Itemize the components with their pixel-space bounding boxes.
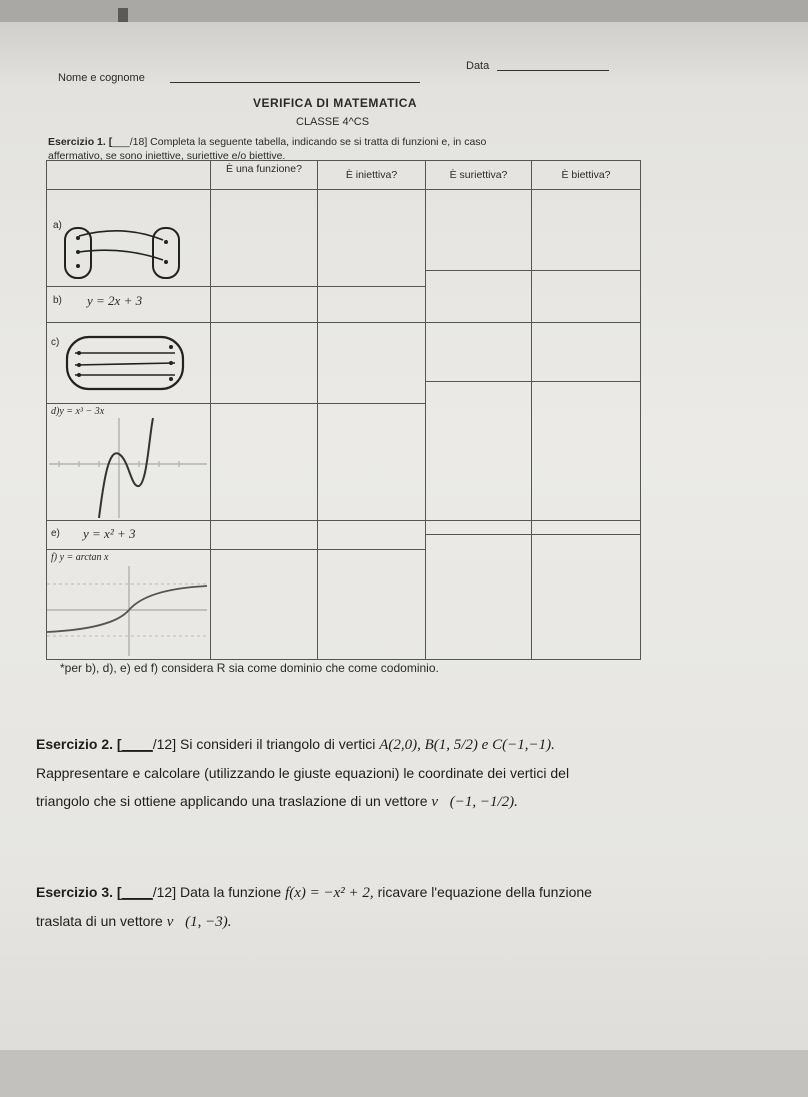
answer-cell[interactable] xyxy=(317,322,426,404)
answer-cell[interactable] xyxy=(317,286,426,323)
answer-cell[interactable] xyxy=(425,270,532,323)
answer-cell[interactable] xyxy=(425,381,532,521)
class-label: CLASSE 4^CS xyxy=(296,116,370,128)
mapping-diagram-a xyxy=(63,224,183,284)
answer-cell[interactable] xyxy=(317,403,426,521)
exercise3-text: traslata di un vettore xyxy=(36,913,163,929)
exercise3-blank: ____ xyxy=(121,884,153,900)
row-label: f) xyxy=(51,552,58,563)
exercise3-line1 xyxy=(36,878,776,907)
column-header: È biettiva? xyxy=(561,169,611,181)
exercise3-text: ricavare l'equazione della funzione xyxy=(377,884,592,900)
name-label: Nome e cognome xyxy=(58,72,145,84)
row-label: e) xyxy=(51,528,60,539)
exercise1-blank: ___ xyxy=(112,136,130,148)
exercise3-line2 xyxy=(36,907,776,936)
answer-cell[interactable] xyxy=(531,534,641,660)
answer-cell[interactable] xyxy=(531,322,641,382)
exercise1-line2: affermativo, se sono iniettive, suriettive e/o biettive. xyxy=(48,150,286,162)
answer-cell[interactable] xyxy=(210,403,318,521)
exercise3-function: f(x) = −x² + 2, xyxy=(285,885,374,901)
exercise2-heading: Esercizio 2. [ xyxy=(36,736,122,752)
function-expression: y = x³ − 3x xyxy=(59,406,105,417)
exercise3-vector: v⃗(1, −3). xyxy=(166,914,232,930)
header-is-function xyxy=(210,160,318,190)
function-expression: y = arctan x xyxy=(59,552,109,563)
column-header: È una funzione? xyxy=(226,163,302,175)
answer-cell[interactable] xyxy=(317,549,426,660)
exercise2-vertices: A(2,0), B(1, 5/2) e C(−1,−1). xyxy=(379,737,555,753)
exercise1-lead: Esercizio 1. [ xyxy=(48,136,113,148)
exercise3 xyxy=(36,878,776,936)
row-label: c) xyxy=(51,337,60,348)
answer-cell[interactable] xyxy=(531,189,641,271)
page-title: VERIFICA DI MATEMATICA xyxy=(253,96,418,110)
function-expression: y = 2x + 3 xyxy=(87,293,143,308)
arctan-graph xyxy=(47,566,211,656)
function-table xyxy=(46,160,700,660)
date-line xyxy=(497,70,609,71)
table-footnote: *per b), d), e) ed f) considera R sia come dominio che come codominio. xyxy=(60,661,439,675)
scan-mark xyxy=(118,8,128,22)
exercise2-line1 xyxy=(36,730,776,759)
exercise2-text: Si consideri il triangolo di vertici xyxy=(180,736,376,752)
exercise2-line3 xyxy=(36,787,776,816)
row-d-label-cell xyxy=(46,403,211,521)
row-label: d) xyxy=(51,406,60,417)
answer-cell[interactable] xyxy=(210,286,318,323)
answer-cell[interactable] xyxy=(531,381,641,521)
row-b-label-cell xyxy=(46,286,211,323)
date-label: Data xyxy=(466,60,490,72)
answer-cell[interactable] xyxy=(317,189,426,287)
row-f-label-cell xyxy=(46,549,211,660)
answer-cell[interactable] xyxy=(531,520,641,535)
answer-cell[interactable] xyxy=(425,520,532,535)
exercise3-text: Data la funzione xyxy=(180,884,282,900)
cubic-graph xyxy=(49,418,209,518)
row-e-label-cell xyxy=(46,520,211,550)
row-a-label-cell xyxy=(46,189,211,287)
header-injective xyxy=(317,160,426,190)
row-label: a) xyxy=(53,220,62,231)
exercise2-vector: v⃗(−1, −1/2). xyxy=(431,794,518,810)
exercise1-score: /18] Completa la seguente tabella, indicando se si tratta di funzioni e, in caso xyxy=(129,136,487,148)
answer-cell[interactable] xyxy=(317,520,426,550)
row-c-label-cell xyxy=(46,322,211,404)
header-cell-empty xyxy=(46,160,211,190)
column-header: È suriettiva? xyxy=(449,169,508,181)
exercise2-line2: Rappresentare e calcolare (utilizzando le giuste equazioni) le coordinate dei vertici del xyxy=(36,765,570,781)
answer-cell[interactable] xyxy=(425,189,532,271)
exercise3-heading: Esercizio 3. [ xyxy=(36,884,122,900)
exercise2-score: /12] xyxy=(152,736,177,752)
exercise2-text: triangolo che si ottiene applicando una traslazione di un vettore xyxy=(36,793,428,809)
answer-cell[interactable] xyxy=(425,534,532,660)
name-line xyxy=(170,82,420,83)
mapping-diagram-c xyxy=(65,333,185,395)
column-header: È iniettiva? xyxy=(345,169,398,181)
answer-cell[interactable] xyxy=(210,189,318,287)
answer-cell[interactable] xyxy=(425,322,532,382)
exercise2-blank: ____ xyxy=(121,736,153,752)
function-expression: y = x² + 3 xyxy=(83,526,136,541)
header-bijective xyxy=(531,160,641,190)
exercise2 xyxy=(36,730,776,816)
answer-cell[interactable] xyxy=(210,322,318,404)
exercise3-score: /12] xyxy=(152,884,177,900)
answer-cell[interactable] xyxy=(210,549,318,660)
row-f-heading xyxy=(51,552,108,563)
row-d-heading xyxy=(51,406,104,417)
answer-cell[interactable] xyxy=(531,270,641,323)
answer-cell[interactable] xyxy=(210,520,318,550)
row-label: b) xyxy=(53,295,62,306)
header-surjective xyxy=(425,160,532,190)
exercise1-intro xyxy=(48,135,648,163)
scan-bottom-band xyxy=(0,1050,808,1097)
